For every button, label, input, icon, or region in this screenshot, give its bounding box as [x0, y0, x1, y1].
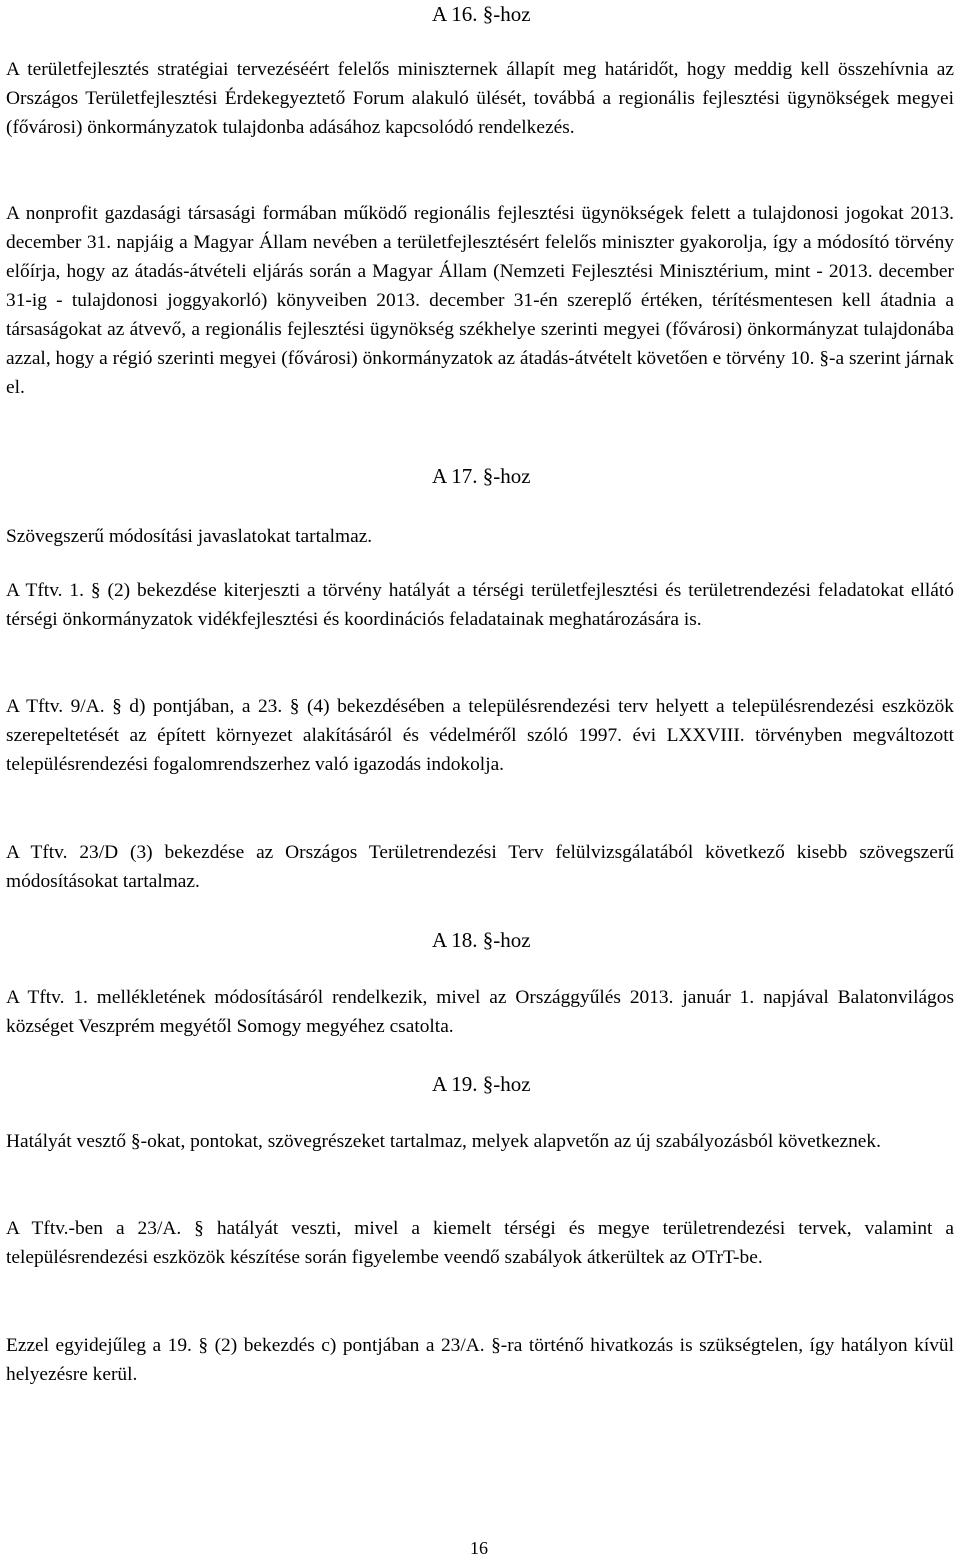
paragraph-tftv-settlement-planning: A Tftv. 9/A. § d) pontjában, a 23. § (4) bekezdésében a településrendezési terv helyett a településrendezési eszközök szerepeltetését az épített környezet alakításáról és védelméről szóló 1997. évi LXXVIII. törvényben megváltozott településrendezési fogalomrendszerhez való igazodás indokolja.	[6, 696, 954, 775]
section-heading-16: A 16. §-hoz	[432, 2, 531, 26]
paragraph-tftv-scope: A Tftv. 1. § (2) bekezdése kiterjeszti a törvény hatályát a térségi területfejlesztési és területrendezési feladatokat ellátó térségi önkormányzatok vidékfejlesztési és koordinációs feladatainak meghatározására is.	[6, 580, 954, 630]
paragraph-agency-ownership-transfer: A nonprofit gazdasági társasági formában működő regionális fejlesztési ügynökségek felett a tulajdonosi jogokat 2013. december 31. napjáig a Magyar Állam nevében a területfejlesztésért felelős miniszter gyakorolja, így a módosító törvény előírja, hogy az átadás-átvételi eljárás során a Magyar Állam (Nemzeti Fejlesztési Minisztérium, mint - 2013. december 31-ig - tulajdonosi joggyakorló) könyveiben 2013. december 31-én szereplő értéken, térítésmentesen kell átadnia a társaságokat az átvevő, a regionális fejlesztési ügynökség székhelye szerinti megyei (fővárosi) önkormányzat tulajdonába azzal, hogy a régió szerinti megyei (fővárosi) önkormányzatok az átadás-átvételt követően e törvény 10. §-a szerint járnak el.	[6, 203, 954, 398]
section-heading-18: A 18. §-hoz	[432, 928, 531, 952]
paragraph-reference-repeal: Ezzel egyidejűleg a 19. § (2) bekezdés c) pontjában a 23/A. §-ra történő hivatkozás is szükségtelen, így hatályon kívül helyezésre kerül.	[6, 1335, 954, 1385]
paragraph-annex-balatonvilagos: A Tftv. 1. mellékletének módosításáról rendelkezik, mivel az Országgyűlés 2013. január 1. napjával Balatonvilágos községet Veszprém megyétől Somogy megyéhez csatolta.	[6, 987, 954, 1037]
paragraph-textual-amendments: Szövegszerű módosítási javaslatokat tartalmaz.	[6, 526, 373, 547]
section-heading-17: A 17. §-hoz	[432, 464, 531, 488]
paragraph-tftv-23d: A Tftv. 23/D (3) bekezdése az Országos Területrendezési Terv felülvizsgálatából következő kisebb szövegszerű módosításokat tartalmaz.	[6, 842, 954, 892]
paragraph-repealed-provisions: Hatályát vesztő §-okat, pontokat, szövegrészeket tartalmaz, melyek alapvetőn az új szabályozásból következnek.	[6, 1131, 881, 1152]
page-number: 16	[470, 1538, 488, 1558]
paragraph-forum-and-agencies: A területfejlesztés stratégiai tervezéséért felelős miniszternek állapít meg határidőt, hogy meddig kell összehívnia az Országos Területfejlesztési Érdekegyeztető Forum alakuló ülését, továbbá a regionális fejlesztési ügynökségek megyei (fővárosi) önkormányzatok tulajdonba adásához kapcsolódó rendelkezés.	[6, 59, 954, 138]
paragraph-tftv-23a-repeal: A Tftv.-ben a 23/A. § hatályát veszti, mivel a kiemelt térségi és megye területrendezési tervek, valamint a településrendezési eszközök készítése során figyelembe veendő szabályok átkerültek az OTrT-be.	[6, 1218, 954, 1268]
section-heading-19: A 19. §-hoz	[432, 1072, 531, 1096]
